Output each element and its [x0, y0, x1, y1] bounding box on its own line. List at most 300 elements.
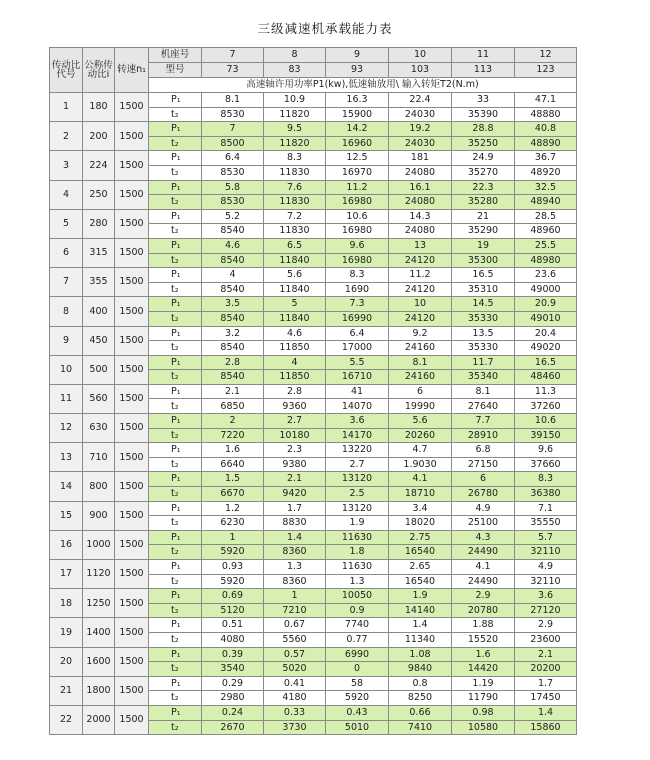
t2-value-cell: 2670: [202, 720, 264, 735]
p1-value-cell: 11.2: [389, 268, 452, 283]
ratio-code-cell: 22: [50, 705, 83, 734]
t2-value-cell: 9420: [264, 487, 326, 502]
t2-value-cell: 8360: [264, 545, 326, 560]
t2-value-cell: 17450: [515, 691, 577, 706]
p1-value-cell: 11.7: [452, 355, 515, 370]
ratio-code-cell: 16: [50, 530, 83, 559]
nominal-ratio-cell: 800: [83, 472, 115, 501]
t2-value-cell: 35550: [515, 516, 577, 531]
t2-label: t₂: [149, 136, 202, 151]
t2-value-cell: 6230: [202, 516, 264, 531]
t2-value-cell: 7210: [264, 603, 326, 618]
t2-value-cell: 11840: [264, 253, 326, 268]
table-row-p1: [50, 530, 577, 545]
t2-value-cell: 20200: [515, 662, 577, 677]
p1-value-cell: 2.9: [452, 589, 515, 604]
p1-value-cell: 13220: [326, 443, 389, 458]
p1-value-cell: 0.43: [326, 705, 389, 720]
t2-label: t₂: [149, 341, 202, 356]
speed-cell: 1500: [115, 93, 149, 122]
ratio-code-cell: 12: [50, 414, 83, 443]
t2-label: t₂: [149, 632, 202, 647]
table-row-p1: [50, 180, 577, 195]
p1-value-cell: 8.3: [515, 472, 577, 487]
table-row-p1: [50, 589, 577, 604]
speed-cell: 1500: [115, 297, 149, 326]
ratio-code-cell: 7: [50, 268, 83, 297]
p1-label: P₁: [149, 647, 202, 662]
t2-value-cell: 5920: [326, 691, 389, 706]
p1-label: P₁: [149, 238, 202, 253]
t2-value-cell: 4080: [202, 632, 264, 647]
t2-value-cell: 1.9030: [389, 457, 452, 472]
p1-value-cell: 1.7: [515, 676, 577, 691]
p1-value-cell: 47.1: [515, 93, 577, 108]
table-row-p1: [50, 268, 577, 283]
p1-value-cell: 0.29: [202, 676, 264, 691]
p1-value-cell: 6990: [326, 647, 389, 662]
t2-value-cell: 16960: [326, 136, 389, 151]
t2-value-cell: 35340: [452, 370, 515, 385]
t2-value-cell: 0.77: [326, 632, 389, 647]
p1-value-cell: 10.6: [326, 209, 389, 224]
table-row-p1: [50, 93, 577, 108]
nominal-ratio-cell: 250: [83, 180, 115, 209]
p1-label: P₁: [149, 209, 202, 224]
t2-value-cell: 5920: [202, 545, 264, 560]
model-cell: 93: [326, 63, 389, 78]
t2-value-cell: 24080: [389, 224, 452, 239]
p1-value-cell: 8.3: [326, 268, 389, 283]
speed-cell: 1500: [115, 705, 149, 734]
t2-value-cell: 9840: [389, 662, 452, 677]
p1-value-cell: 1.7: [264, 501, 326, 516]
capacity-table: [49, 47, 577, 735]
t2-value-cell: 16980: [326, 224, 389, 239]
speed-cell: 1500: [115, 472, 149, 501]
ratio-code-cell: 10: [50, 355, 83, 384]
p1-value-cell: 13: [389, 238, 452, 253]
ratio-code-cell: 9: [50, 326, 83, 355]
t2-value-cell: 1.3: [326, 574, 389, 589]
p1-value-cell: 20.4: [515, 326, 577, 341]
t2-value-cell: 11830: [264, 195, 326, 210]
t2-value-cell: 6850: [202, 399, 264, 414]
t2-value-cell: 8540: [202, 341, 264, 356]
p1-value-cell: 10050: [326, 589, 389, 604]
t2-value-cell: 16980: [326, 195, 389, 210]
t2-value-cell: 8530: [202, 107, 264, 122]
p1-label: P₁: [149, 93, 202, 108]
t2-label: t₂: [149, 691, 202, 706]
nominal-ratio-cell: 315: [83, 238, 115, 267]
model-cell: 73: [202, 63, 264, 78]
p1-value-cell: 11.2: [326, 180, 389, 195]
t2-value-cell: 14420: [452, 662, 515, 677]
t2-label: t₂: [149, 253, 202, 268]
p1-value-cell: 7.6: [264, 180, 326, 195]
p1-value-cell: 2.1: [202, 384, 264, 399]
p1-value-cell: 7.2: [264, 209, 326, 224]
t2-value-cell: 24120: [389, 282, 452, 297]
t2-value-cell: 20780: [452, 603, 515, 618]
p1-value-cell: 2.75: [389, 530, 452, 545]
t2-label: t₂: [149, 311, 202, 326]
t2-value-cell: 48880: [515, 107, 577, 122]
t2-value-cell: 11840: [264, 311, 326, 326]
p1-value-cell: 6.4: [202, 151, 264, 166]
t2-value-cell: 15900: [326, 107, 389, 122]
ratio-code-cell: 15: [50, 501, 83, 530]
frame-cell: 10: [389, 48, 452, 63]
t2-value-cell: 8540: [202, 224, 264, 239]
p1-label: P₁: [149, 676, 202, 691]
p1-label: P₁: [149, 472, 202, 487]
t2-value-cell: 5010: [326, 720, 389, 735]
t2-value-cell: 8530: [202, 195, 264, 210]
p1-value-cell: 7.7: [452, 414, 515, 429]
t2-value-cell: 35310: [452, 282, 515, 297]
t2-value-cell: 5560: [264, 632, 326, 647]
nominal-ratio-cell: 1600: [83, 647, 115, 676]
t2-label: t₂: [149, 545, 202, 560]
p1-value-cell: 28.8: [452, 122, 515, 137]
t2-value-cell: 24080: [389, 195, 452, 210]
p1-label: P₁: [149, 560, 202, 575]
t2-value-cell: 8830: [264, 516, 326, 531]
t2-value-cell: 10580: [452, 720, 515, 735]
p1-value-cell: 181: [389, 151, 452, 166]
t2-value-cell: 3730: [264, 720, 326, 735]
frame-label: 机座号: [149, 48, 202, 63]
t2-value-cell: 14070: [326, 399, 389, 414]
p1-value-cell: 24.9: [452, 151, 515, 166]
t2-value-cell: 5120: [202, 603, 264, 618]
p1-value-cell: 11630: [326, 560, 389, 575]
p1-value-cell: 19.2: [389, 122, 452, 137]
table-row-p1: [50, 326, 577, 341]
p1-value-cell: 4.1: [452, 560, 515, 575]
nominal-ratio-cell: 560: [83, 384, 115, 413]
t2-value-cell: 9380: [264, 457, 326, 472]
p1-value-cell: 1.08: [389, 647, 452, 662]
t2-value-cell: 5020: [264, 662, 326, 677]
p1-value-cell: 5: [264, 297, 326, 312]
p1-value-cell: 5.8: [202, 180, 264, 195]
speed-header: 转速n₁: [115, 48, 149, 93]
p1-value-cell: 2.8: [202, 355, 264, 370]
ratio-code-cell: 1: [50, 93, 83, 122]
nominal-ratio-cell: 2000: [83, 705, 115, 734]
p1-value-cell: 10.6: [515, 414, 577, 429]
p1-value-cell: 32.5: [515, 180, 577, 195]
p1-value-cell: 19: [452, 238, 515, 253]
p1-value-cell: 2.3: [264, 443, 326, 458]
t2-label: t₂: [149, 165, 202, 180]
t2-value-cell: 35330: [452, 341, 515, 356]
table-row-p1: [50, 414, 577, 429]
p1-value-cell: 2.1: [264, 472, 326, 487]
t2-value-cell: 4180: [264, 691, 326, 706]
t2-value-cell: 8540: [202, 253, 264, 268]
p1-value-cell: 9.6: [326, 238, 389, 253]
t2-label: t₂: [149, 428, 202, 443]
p1-value-cell: 9.5: [264, 122, 326, 137]
t2-value-cell: 35330: [452, 311, 515, 326]
t2-value-cell: 37260: [515, 399, 577, 414]
ratio-code-header: 传动比代号: [50, 48, 83, 93]
frame-cell: 8: [264, 48, 326, 63]
t2-value-cell: 39150: [515, 428, 577, 443]
t2-value-cell: 32110: [515, 545, 577, 560]
p1-value-cell: 11.3: [515, 384, 577, 399]
p1-value-cell: 25.5: [515, 238, 577, 253]
t2-value-cell: 14140: [389, 603, 452, 618]
p1-value-cell: 6: [452, 472, 515, 487]
p1-value-cell: 1.4: [515, 705, 577, 720]
t2-value-cell: 11830: [264, 165, 326, 180]
p1-value-cell: 1: [264, 589, 326, 604]
t2-value-cell: 1.9: [326, 516, 389, 531]
frame-cell: 7: [202, 48, 264, 63]
table-row-p1: [50, 472, 577, 487]
p1-value-cell: 0.69: [202, 589, 264, 604]
p1-value-cell: 22.4: [389, 93, 452, 108]
t2-value-cell: 48460: [515, 370, 577, 385]
nominal-ratio-cell: 1400: [83, 618, 115, 647]
t2-value-cell: 49010: [515, 311, 577, 326]
p1-value-cell: 3.4: [389, 501, 452, 516]
ratio-code-cell: 6: [50, 238, 83, 267]
speed-cell: 1500: [115, 209, 149, 238]
p1-value-cell: 1.5: [202, 472, 264, 487]
t2-value-cell: 19990: [389, 399, 452, 414]
t2-value-cell: 16990: [326, 311, 389, 326]
speed-cell: 1500: [115, 676, 149, 705]
p1-value-cell: 1.19: [452, 676, 515, 691]
page-title: 三级减速机承载能力表: [257, 21, 393, 36]
t2-value-cell: 2.5: [326, 487, 389, 502]
p1-label: P₁: [149, 501, 202, 516]
t2-value-cell: 24490: [452, 545, 515, 560]
p1-value-cell: 14.5: [452, 297, 515, 312]
table-row-p1: [50, 297, 577, 312]
p1-value-cell: 0.8: [389, 676, 452, 691]
t2-value-cell: 16540: [389, 574, 452, 589]
speed-cell: 1500: [115, 443, 149, 472]
p1-value-cell: 0.67: [264, 618, 326, 633]
t2-value-cell: 49020: [515, 341, 577, 356]
t2-value-cell: 25100: [452, 516, 515, 531]
t2-value-cell: 24490: [452, 574, 515, 589]
p1-value-cell: 8.3: [264, 151, 326, 166]
p1-value-cell: 16.5: [515, 355, 577, 370]
t2-value-cell: 24120: [389, 311, 452, 326]
speed-cell: 1500: [115, 355, 149, 384]
table-row-p1: [50, 705, 577, 720]
t2-label: t₂: [149, 224, 202, 239]
p1-value-cell: 21: [452, 209, 515, 224]
t2-value-cell: 11850: [264, 370, 326, 385]
t2-label: t₂: [149, 282, 202, 297]
t2-value-cell: 27120: [515, 603, 577, 618]
t2-value-cell: 2980: [202, 691, 264, 706]
p1-value-cell: 2.8: [264, 384, 326, 399]
p1-value-cell: 4.7: [389, 443, 452, 458]
ratio-code-cell: 13: [50, 443, 83, 472]
p1-value-cell: 1.4: [389, 618, 452, 633]
t2-value-cell: 11850: [264, 341, 326, 356]
table-subheader: 高速轴许用功率P1(kw),低速轴放用\ 输入转矩T2(N.m): [149, 78, 577, 93]
p1-value-cell: 1.6: [202, 443, 264, 458]
speed-cell: 1500: [115, 326, 149, 355]
p1-label: P₁: [149, 618, 202, 633]
p1-label: P₁: [149, 297, 202, 312]
ratio-code-cell: 19: [50, 618, 83, 647]
table-row-p1: [50, 618, 577, 633]
speed-cell: 1500: [115, 268, 149, 297]
t2-value-cell: 27150: [452, 457, 515, 472]
p1-value-cell: 8.1: [202, 93, 264, 108]
p1-value-cell: 41: [326, 384, 389, 399]
t2-label: t₂: [149, 107, 202, 122]
t2-value-cell: 7410: [389, 720, 452, 735]
p1-value-cell: 16.5: [452, 268, 515, 283]
header-row-frames: [50, 48, 577, 63]
p1-value-cell: 2.7: [264, 414, 326, 429]
t2-value-cell: 24030: [389, 136, 452, 151]
t2-value-cell: 24030: [389, 107, 452, 122]
t2-label: t₂: [149, 399, 202, 414]
p1-value-cell: 20.9: [515, 297, 577, 312]
t2-value-cell: 3540: [202, 662, 264, 677]
table-row-p1: [50, 238, 577, 253]
t2-label: t₂: [149, 516, 202, 531]
p1-value-cell: 1.88: [452, 618, 515, 633]
t2-value-cell: 11830: [264, 224, 326, 239]
p1-value-cell: 7.1: [515, 501, 577, 516]
speed-cell: 1500: [115, 560, 149, 589]
t2-value-cell: 1.8: [326, 545, 389, 560]
t2-value-cell: 11820: [264, 107, 326, 122]
table-row-p1: [50, 676, 577, 691]
speed-cell: 1500: [115, 180, 149, 209]
p1-value-cell: 4.6: [202, 238, 264, 253]
p1-value-cell: 12.5: [326, 151, 389, 166]
t2-value-cell: 8250: [389, 691, 452, 706]
nominal-ratio-cell: 400: [83, 297, 115, 326]
p1-value-cell: 6.8: [452, 443, 515, 458]
t2-value-cell: 7220: [202, 428, 264, 443]
t2-value-cell: 11790: [452, 691, 515, 706]
p1-value-cell: 5.6: [389, 414, 452, 429]
t2-value-cell: 6640: [202, 457, 264, 472]
speed-cell: 1500: [115, 384, 149, 413]
p1-value-cell: 5.2: [202, 209, 264, 224]
model-cell: 113: [452, 63, 515, 78]
p1-label: P₁: [149, 268, 202, 283]
p1-value-cell: 2.65: [389, 560, 452, 575]
t2-value-cell: 1690: [326, 282, 389, 297]
nominal-ratio-cell: 355: [83, 268, 115, 297]
t2-value-cell: 49000: [515, 282, 577, 297]
ratio-code-cell: 2: [50, 122, 83, 151]
t2-value-cell: 0: [326, 662, 389, 677]
p1-label: P₁: [149, 326, 202, 341]
t2-value-cell: 5920: [202, 574, 264, 589]
p1-value-cell: 0.39: [202, 647, 264, 662]
p1-value-cell: 8.1: [389, 355, 452, 370]
p1-value-cell: 9.6: [515, 443, 577, 458]
t2-value-cell: 18020: [389, 516, 452, 531]
p1-value-cell: 13120: [326, 501, 389, 516]
t2-value-cell: 2.7: [326, 457, 389, 472]
t2-value-cell: 24160: [389, 370, 452, 385]
t2-label: t₂: [149, 662, 202, 677]
t2-value-cell: 35270: [452, 165, 515, 180]
nominal-ratio-cell: 710: [83, 443, 115, 472]
p1-value-cell: 4.3: [452, 530, 515, 545]
p1-value-cell: 1.3: [264, 560, 326, 575]
model-cell: 103: [389, 63, 452, 78]
ratio-code-cell: 11: [50, 384, 83, 413]
ratio-code-cell: 20: [50, 647, 83, 676]
t2-value-cell: 6670: [202, 487, 264, 502]
ratio-code-cell: 18: [50, 589, 83, 618]
nominal-ratio-header: 公称传动比i: [83, 48, 115, 93]
p1-label: P₁: [149, 443, 202, 458]
ratio-code-cell: 14: [50, 472, 83, 501]
p1-value-cell: 28.5: [515, 209, 577, 224]
p1-value-cell: 13.5: [452, 326, 515, 341]
t2-value-cell: 15520: [452, 632, 515, 647]
p1-value-cell: 33: [452, 93, 515, 108]
p1-value-cell: 11630: [326, 530, 389, 545]
speed-cell: 1500: [115, 414, 149, 443]
t2-label: t₂: [149, 195, 202, 210]
t2-label: t₂: [149, 574, 202, 589]
nominal-ratio-cell: 630: [83, 414, 115, 443]
p1-value-cell: 6.4: [326, 326, 389, 341]
table-row-p1: [50, 501, 577, 516]
p1-value-cell: 7740: [326, 618, 389, 633]
p1-value-cell: 1.9: [389, 589, 452, 604]
p1-value-cell: 0.57: [264, 647, 326, 662]
p1-value-cell: 3.6: [326, 414, 389, 429]
p1-value-cell: 10.9: [264, 93, 326, 108]
speed-cell: 1500: [115, 151, 149, 180]
table-row-p1: [50, 209, 577, 224]
t2-value-cell: 36380: [515, 487, 577, 502]
nominal-ratio-cell: 200: [83, 122, 115, 151]
p1-value-cell: 0.33: [264, 705, 326, 720]
p1-value-cell: 0.66: [389, 705, 452, 720]
p1-value-cell: 4: [264, 355, 326, 370]
table-row-p1: [50, 560, 577, 575]
p1-value-cell: 5.7: [515, 530, 577, 545]
p1-label: P₁: [149, 122, 202, 137]
t2-value-cell: 27640: [452, 399, 515, 414]
p1-label: P₁: [149, 530, 202, 545]
p1-value-cell: 2.1: [515, 647, 577, 662]
t2-value-cell: 8530: [202, 165, 264, 180]
table-row-p1: [50, 647, 577, 662]
p1-value-cell: 9.2: [389, 326, 452, 341]
p1-value-cell: 3.2: [202, 326, 264, 341]
ratio-code-cell: 4: [50, 180, 83, 209]
t2-label: t₂: [149, 370, 202, 385]
p1-label: P₁: [149, 384, 202, 399]
